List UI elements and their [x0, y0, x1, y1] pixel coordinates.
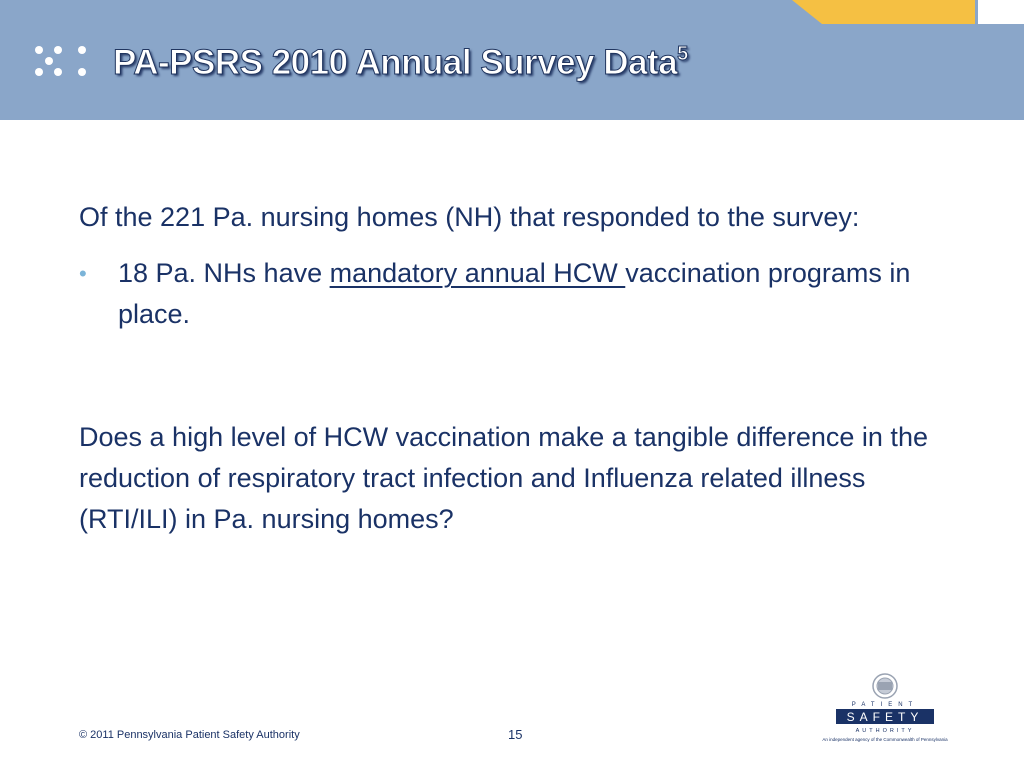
logo-tagline: An independent agency of the Commonwealth of Pennsylvania — [822, 737, 948, 742]
footer-copyright: © 2011 Pennsylvania Patient Safety Authority — [79, 729, 300, 741]
bullet-underlined-text: mandatory annual HCW — [329, 258, 626, 288]
dots-icon — [34, 43, 88, 79]
title-text: PA-PSRS 2010 Annual Survey Data — [113, 43, 678, 82]
logo-top-word: PATIENT — [851, 702, 919, 708]
header-bar — [0, 0, 1024, 120]
logo-bottom-word: AUTHORITY — [855, 728, 915, 734]
header-accent-stripes — [0, 0, 1024, 24]
bullet-suffix-text: vaccination programs in place. — [118, 258, 911, 329]
bullet-prefix-text: 18 Pa. NHs have — [118, 258, 330, 288]
bullet-dot-icon: • — [79, 261, 87, 286]
page-title — [113, 44, 688, 80]
title-superscript: 5 — [677, 43, 688, 65]
bullet-item — [79, 253, 949, 335]
intro-paragraph: Of the 221 Pa. nursing homes (NH) that responded to the survey: — [79, 202, 860, 232]
slide-content — [79, 197, 949, 540]
patient-safety-authority-logo — [812, 672, 958, 746]
page-number: 15 — [508, 727, 523, 742]
logo-main-word: SAFETY — [846, 710, 924, 724]
question-paragraph: Does a high level of HCW vaccination make a tangible difference in the reduction of respiratory tract infection and Influenza related illness (RTI/ILI) in Pa. nursing homes? — [79, 422, 928, 534]
